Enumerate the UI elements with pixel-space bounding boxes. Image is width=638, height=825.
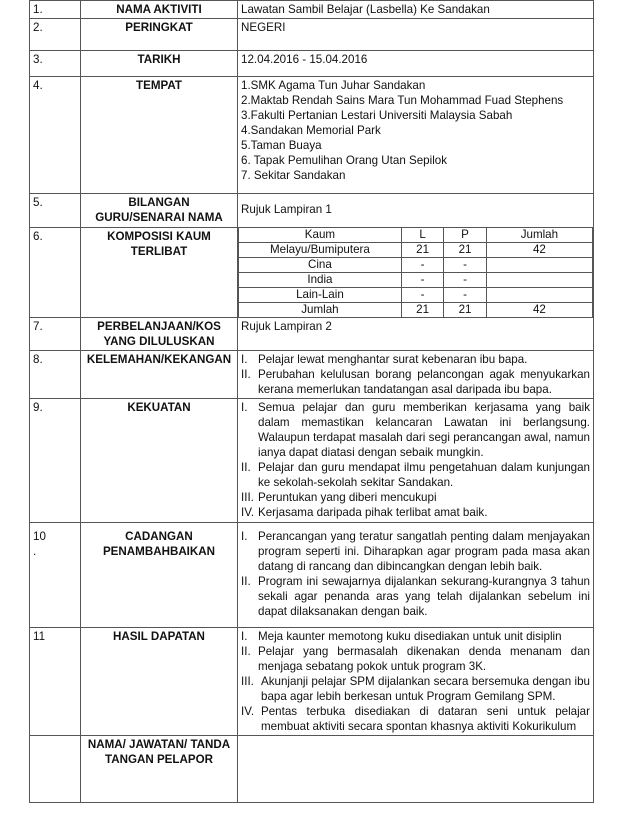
table-cell: - — [444, 288, 486, 303]
list-marker: IV. — [241, 506, 255, 519]
table-cell: Jumlah — [239, 303, 402, 318]
row-value — [238, 399, 594, 523]
row-number: 1. — [30, 1, 81, 19]
table-row — [239, 288, 593, 303]
list-text: Pentas terbuka disediakan di dataran seni untuk pelajar membuat aktiviti secara spontan khasnya aktiviti Kokurikulum — [261, 705, 590, 733]
list-item — [241, 352, 590, 367]
table-cell: - — [401, 258, 443, 273]
table-row — [30, 228, 594, 318]
list-text: Pelajar lewat menghantar surat kebenaran ibu bapa. — [258, 353, 528, 366]
table-row — [30, 51, 594, 77]
row-label: PERBELANJAAN/KOS YANG DILULUSKAN — [81, 318, 238, 351]
signature-area — [238, 736, 594, 803]
list-item — [241, 704, 590, 734]
list-marker: II. — [241, 368, 251, 381]
row-value: Rujuk Lampiran 2 — [238, 318, 594, 351]
table-row — [30, 194, 594, 228]
list-text: Kerjasama daripada pihak terlibat amat baik. — [258, 506, 488, 519]
table-cell: India — [239, 273, 402, 288]
list-text: Meja kaunter memotong kuku disediakan untuk unit disiplin — [258, 630, 562, 643]
list-marker: II. — [241, 461, 251, 474]
table-row — [30, 523, 594, 628]
table-row — [239, 243, 593, 258]
table-cell: - — [444, 258, 486, 273]
table-row — [30, 318, 594, 351]
row-value — [238, 228, 594, 318]
list-marker: II. — [241, 645, 251, 658]
table-row — [30, 1, 594, 19]
list-marker: III. — [241, 491, 254, 504]
list-item — [241, 674, 590, 704]
list-item — [241, 400, 590, 460]
row-label: TARIKH — [81, 51, 238, 77]
list-item — [241, 490, 590, 505]
list-marker: I. — [241, 630, 248, 643]
row-number: 4. — [30, 77, 81, 194]
row-value: Lawatan Sambil Belajar (Lasbella) Ke Sandakan — [238, 1, 594, 19]
cadangan-list — [241, 529, 590, 619]
list-item — [241, 574, 590, 619]
row-label: TEMPAT — [81, 77, 238, 194]
list-text: Perubahan kelulusan borang pelancongan agak menyukarkan kerana memerlukan tandatangan asal daripada ibu bapa. — [258, 368, 590, 396]
tempat-list — [241, 78, 590, 183]
list-marker: III. — [241, 675, 254, 688]
list-item: 7. Sekitar Sandakan — [241, 169, 346, 182]
list-text: Pelajar yang bermasalah dikenakan denda menanam dan menjaga sebatang pokok untuk program 3K. — [258, 645, 590, 673]
list-marker: I. — [241, 401, 248, 414]
list-item: 1.SMK Agama Tun Juhar Sandakan — [241, 79, 426, 92]
list-item: 3.Fakulti Pertanian Lestari Universiti Malaysia Sabah — [241, 109, 513, 122]
list-item — [241, 529, 590, 574]
row-value — [238, 628, 594, 736]
row-number: 5. — [30, 194, 81, 228]
activity-report-table — [29, 0, 594, 803]
table-cell: - — [401, 288, 443, 303]
list-item — [241, 505, 590, 520]
table-cell — [486, 258, 592, 273]
table-row — [30, 19, 594, 51]
table-cell: 21 — [444, 243, 486, 258]
list-marker: IV. — [241, 705, 255, 718]
list-text: Program ini sewajarnya dijalankan sekurang-kurangnya 3 tahun sekali agar penanda aras yang telah dijalankan sebelum ini dapat dilaksanakan dengan baik. — [258, 575, 590, 618]
row-label: HASIL DAPATAN — [81, 628, 238, 736]
list-item — [241, 644, 590, 674]
table-cell: 21 — [444, 303, 486, 318]
list-item — [241, 367, 590, 397]
list-item — [241, 629, 590, 644]
row-label: BILANGAN GURU/SENARAI NAMA — [81, 194, 238, 228]
column-header: Kaum — [239, 228, 402, 243]
list-item: 5.Taman Buaya — [241, 139, 322, 152]
table-cell: 42 — [486, 243, 592, 258]
row-label: NAMA AKTIVITI — [81, 1, 238, 19]
table-row — [239, 258, 593, 273]
row-value — [238, 77, 594, 194]
column-header: L — [401, 228, 443, 243]
table-row — [30, 77, 594, 194]
row-label: CADANGAN PENAMBAHBAIKAN — [81, 523, 238, 628]
row-number — [30, 523, 81, 628]
column-header: Jumlah — [486, 228, 592, 243]
table-cell: 21 — [401, 243, 443, 258]
row-value: Rujuk Lampiran 1 — [238, 194, 594, 228]
row-label: PERINGKAT — [81, 19, 238, 51]
list-item: 2.Maktab Rendah Sains Mara Tun Mohammad Fuad Stephens — [241, 94, 564, 107]
row-number: 2. — [30, 19, 81, 51]
table-cell: 42 — [486, 303, 592, 318]
table-cell: Lain-Lain — [239, 288, 402, 303]
table-cell — [486, 273, 592, 288]
table-cell: Cina — [239, 258, 402, 273]
list-item — [241, 460, 590, 490]
list-text: Peruntukan yang diberi mencukupi — [258, 491, 437, 504]
table-cell: 21 — [401, 303, 443, 318]
row-label: KEKUATAN — [81, 399, 238, 523]
table-row — [239, 273, 593, 288]
list-marker: II. — [241, 575, 251, 588]
row-label: KOMPOSISI KAUM TERLIBAT — [81, 228, 238, 318]
table-row — [30, 736, 594, 803]
table-header-row — [239, 228, 593, 243]
list-item: 4.Sandakan Memorial Park — [241, 124, 381, 137]
row-number — [30, 736, 81, 803]
row-number: 11 — [30, 628, 81, 736]
list-marker: I. — [241, 353, 248, 366]
row-value — [238, 351, 594, 399]
table-cell: Melayu/Bumiputera — [239, 243, 402, 258]
row-number: 6. — [30, 228, 81, 318]
table-row — [30, 351, 594, 399]
row-number: 9. — [30, 399, 81, 523]
row-value: 12.04.2016 - 15.04.2016 — [238, 51, 594, 77]
row-label: NAMA/ JAWATAN/ TANDA TANGAN PELAPOR — [81, 736, 238, 803]
row-value: NEGERI — [238, 19, 594, 51]
table-cell: - — [401, 273, 443, 288]
row-label: KELEMAHAN/KEKANGAN — [81, 351, 238, 399]
kekuatan-list — [241, 400, 590, 520]
row-number: 7. — [30, 318, 81, 351]
row-number: 8. — [30, 351, 81, 399]
list-text: Akunjanji pelajar SPM dijalankan secara bersemuka dengan ibu bapa agar lebih berkesan untuk Program Gemilang SPM. — [261, 675, 590, 703]
list-text: Semua pelajar dan guru memberikan kerjasama yang baik dalam memastikan kelancaran Lawatan ini berlangsung. Walaupun terdapat masalah dari segi perancangan awal, namun ianya dapat diatasi dengan sebaik mungkin. — [258, 401, 590, 459]
list-text: Pelajar dan guru mendapat ilmu pengetahuan dalam kunjungan ke sekolah-sekolah sekitar Sandakan. — [258, 461, 590, 489]
table-cell: - — [444, 273, 486, 288]
list-item: 6. Tapak Pemulihan Orang Utan Sepilok — [241, 154, 448, 167]
hasil-list — [241, 629, 590, 734]
column-header: P — [444, 228, 486, 243]
list-marker: I. — [241, 530, 248, 543]
row-number: 3. — [30, 51, 81, 77]
kaum-table — [238, 227, 593, 318]
table-row — [30, 399, 594, 523]
list-text: Perancangan yang teratur sangatlah penting dalam menjayakan program seperti ini. Diharapkan agar program pada masa akan datang di rancang dan dibincangkan dengan lebih baik. — [258, 530, 590, 573]
table-row — [239, 303, 593, 318]
row-value — [238, 523, 594, 628]
table-cell — [486, 288, 592, 303]
table-row — [30, 628, 594, 736]
row-number-text: 10 . — [33, 530, 46, 558]
kelemahan-list — [241, 352, 590, 397]
